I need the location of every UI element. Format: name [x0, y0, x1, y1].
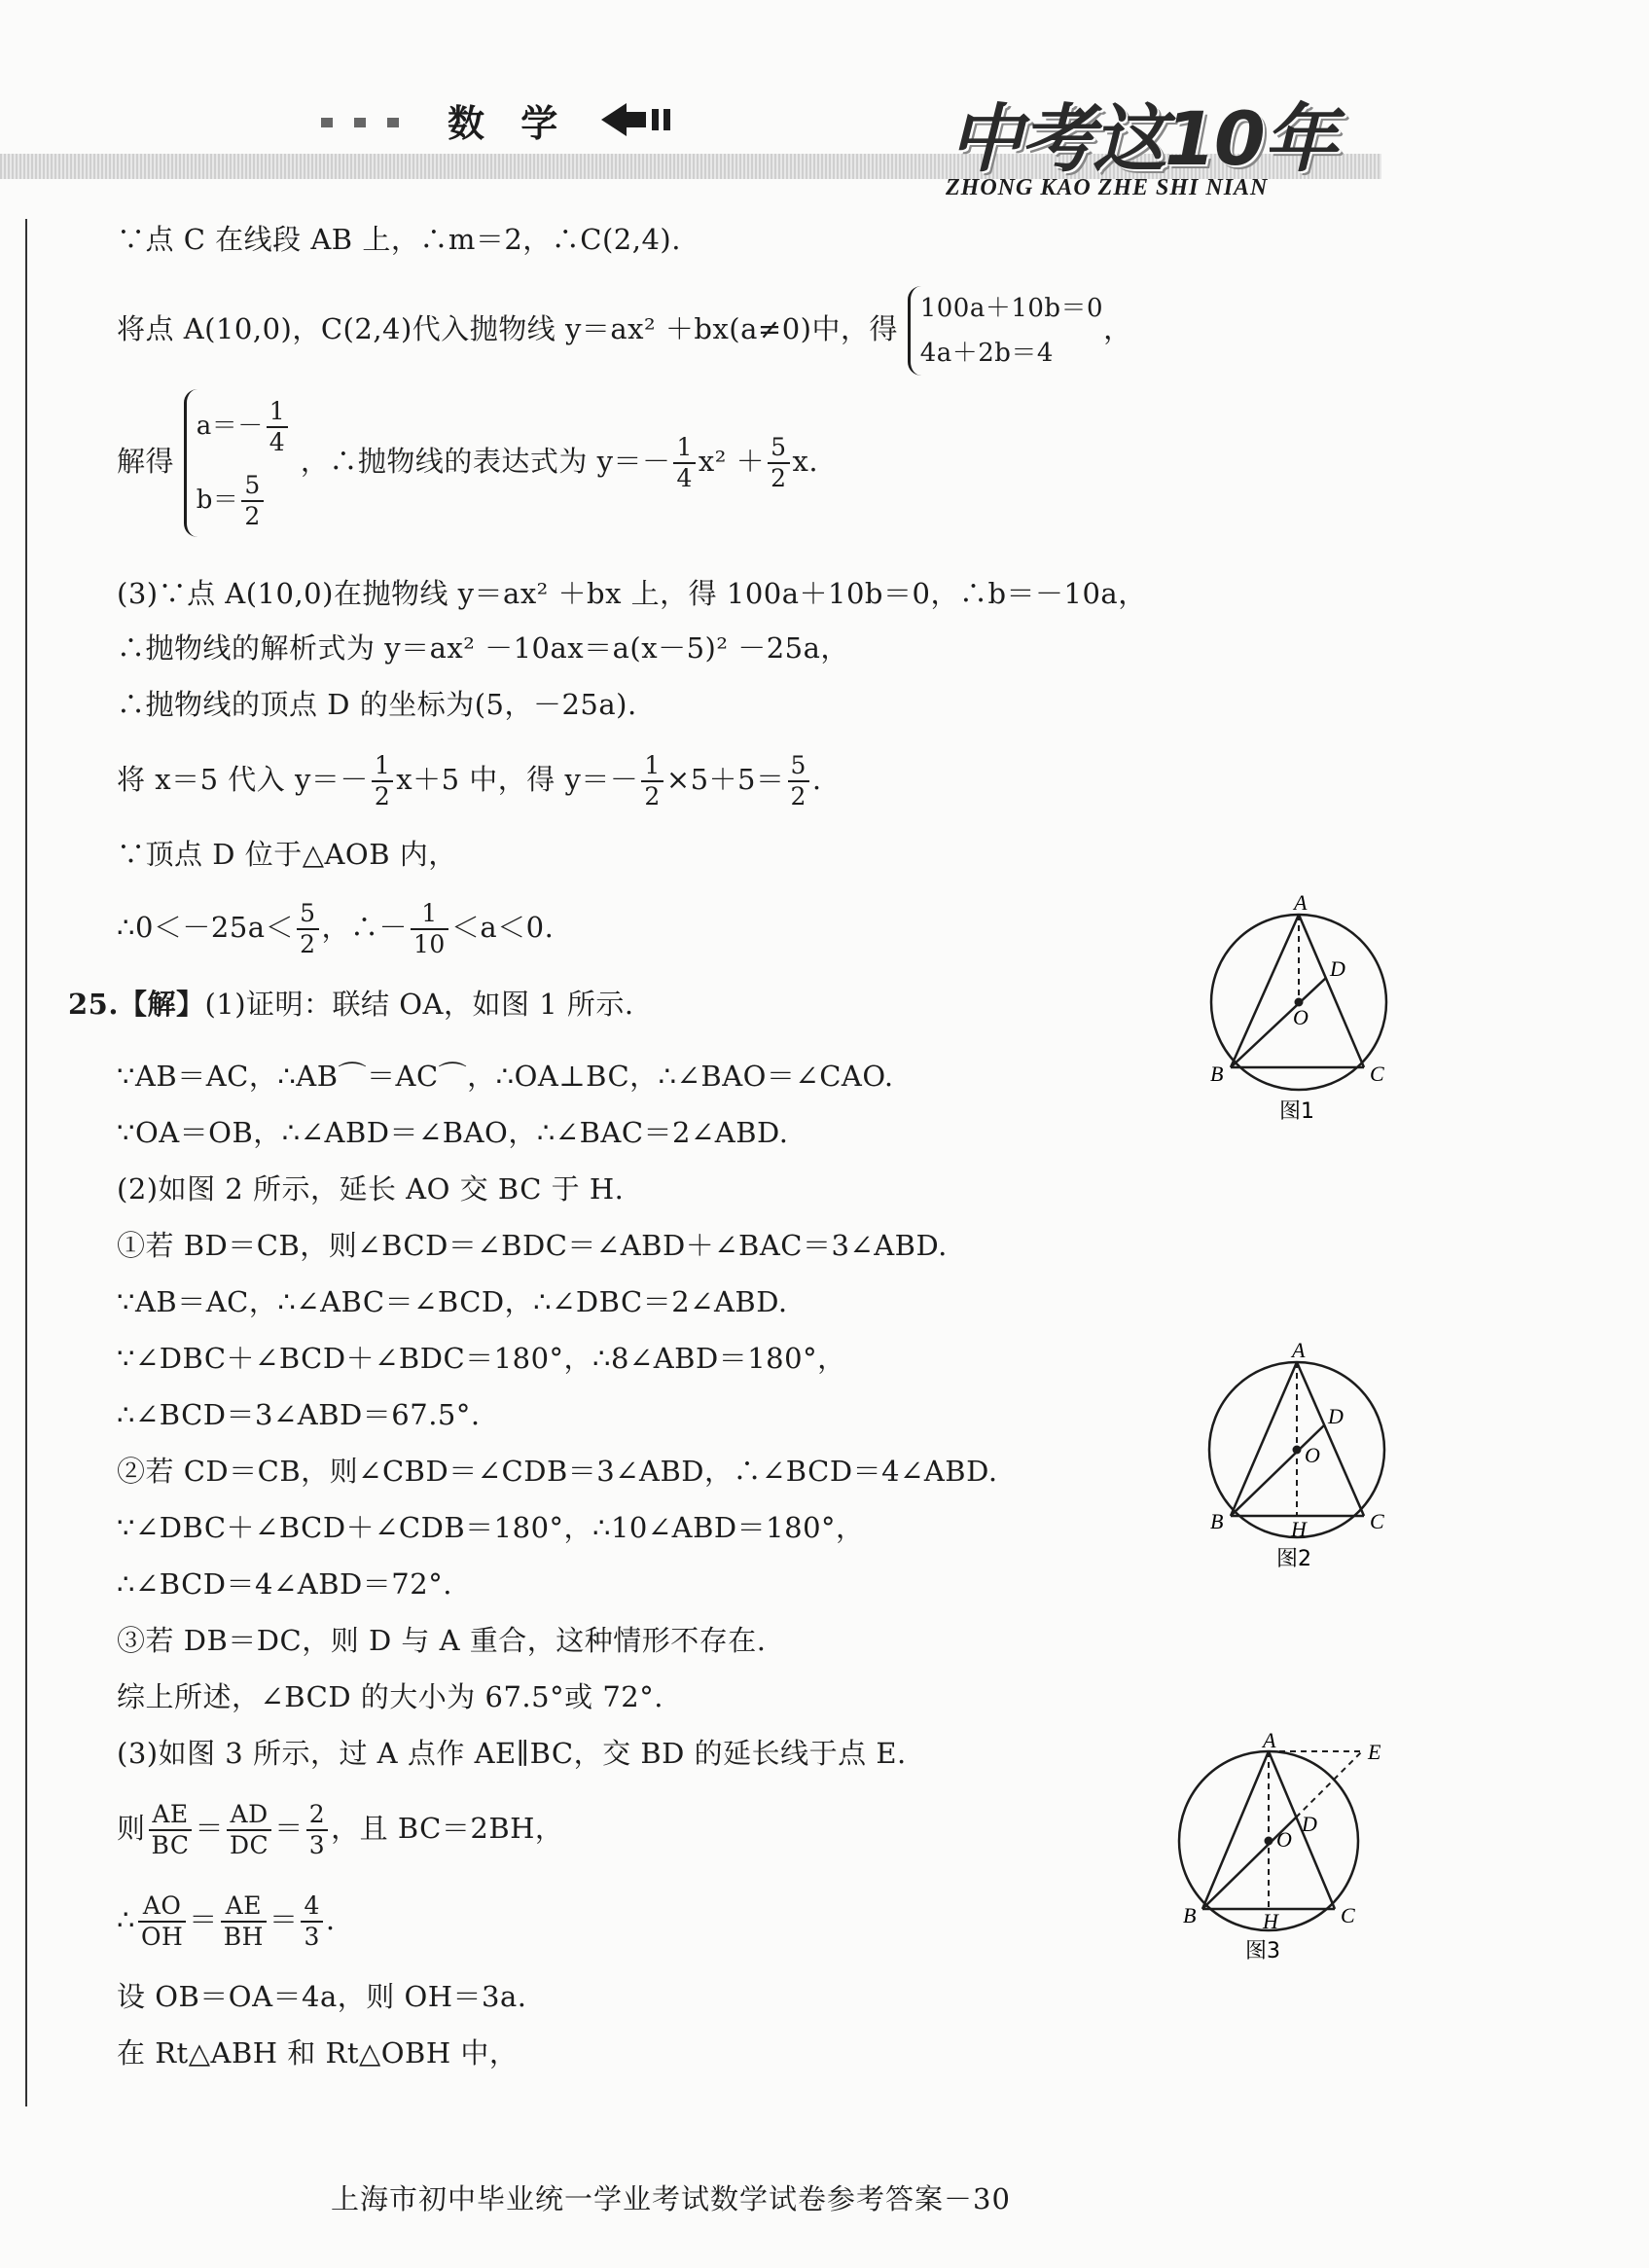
header-subject: 数 学	[448, 102, 570, 145]
line-3-end: x.	[792, 445, 819, 478]
sys2-a-text: a＝－	[196, 412, 264, 441]
line-7	[117, 749, 822, 811]
fig3-label-d: D	[1302, 1812, 1317, 1836]
figure-3	[1167, 1730, 1420, 1983]
equals-3: ＝	[189, 1903, 218, 1936]
fig2-label-o: O	[1305, 1443, 1320, 1467]
arrow-left-icon	[601, 101, 679, 138]
line-13: (2)如图 2 所示，延长 AO 交 BC 于 H.	[117, 1172, 625, 1206]
fig3-label-c: C	[1341, 1903, 1355, 1927]
line-18: ②若 CD＝CB，则∠CBD＝∠CDB＝3∠ABD，∴∠BCD＝4∠ABD.	[117, 1455, 998, 1488]
frac-l7-1	[372, 751, 393, 811]
line-15: ∵AB＝AC，∴∠ABC＝∠BCD，∴∠DBC＝2∠ABD.	[117, 1285, 788, 1318]
frac-l25-3-num: 4	[301, 1891, 322, 1923]
line-6: ∴抛物线的顶点 D 的坐标为(5，－25a).	[117, 688, 637, 721]
frac-l9-1	[297, 899, 318, 959]
frac-l9-2-num: 1	[411, 899, 448, 930]
line-24	[117, 1796, 563, 1860]
frac-b-num: 5	[241, 471, 263, 502]
line-26: 设 OB＝OA＝4a，则 OH＝3a.	[117, 1980, 527, 2013]
fig2-center	[1293, 1446, 1302, 1455]
system-2-eq1	[197, 389, 291, 463]
question-number: 25.	[68, 988, 119, 1021]
line-7-a: 将 x＝5 代入 y＝－	[117, 763, 369, 796]
fig2-ac	[1297, 1362, 1364, 1516]
line-22: 综上所述，∠BCD 的大小为 67.5°或 72°.	[117, 1680, 663, 1713]
frac-l7-2-num: 1	[641, 751, 663, 782]
frac-l25-3	[301, 1891, 322, 1952]
frac-l7-3-num: 5	[788, 751, 809, 782]
equation-system-1	[908, 286, 1103, 376]
fig1-bd	[1231, 978, 1326, 1067]
equals-4: ＝	[269, 1903, 299, 1936]
equation-system-2	[184, 389, 291, 537]
line-25	[117, 1888, 336, 1952]
system-2-eq2	[197, 463, 291, 537]
figure-2	[1197, 1338, 1411, 1581]
figure-1	[1197, 890, 1411, 1134]
line-24-a: 则	[117, 1812, 146, 1845]
frac-l24-3-num: 2	[306, 1800, 328, 1831]
margin-rule	[25, 219, 27, 2106]
line-14: ①若 BD＝CB，则∠BCD＝∠BDC＝∠ABD＋∠BAC＝3∠ABD.	[117, 1229, 948, 1262]
frac-l3-2-num: 5	[768, 433, 789, 464]
line-19: ∵∠DBC＋∠BCD＋∠CDB＝180°，∴10∠ABD＝180°，	[117, 1511, 865, 1544]
fig3-label-a: A	[1263, 1730, 1276, 1752]
frac-l7-3	[788, 751, 809, 811]
fig2-label-c: C	[1370, 1509, 1384, 1533]
brand-logo: 中考这10年	[949, 95, 1336, 182]
fig1-label-b: B	[1210, 1062, 1224, 1086]
fig3-label-e: E	[1368, 1740, 1381, 1764]
frac-l9-2-den: 10	[413, 930, 446, 958]
fig3-ab	[1202, 1751, 1269, 1909]
frac-l9-2	[411, 899, 448, 959]
line-17: ∴∠BCD＝3∠ABD＝67.5°.	[117, 1398, 481, 1431]
frac-l25-1	[138, 1891, 186, 1952]
answer-tag: 【解】	[118, 988, 205, 1021]
equals-1: ＝	[195, 1812, 224, 1845]
fig2-label-a: A	[1292, 1338, 1306, 1362]
line-21: ③若 DB＝DC，则 D 与 A 重合，这种情形不存在.	[117, 1624, 767, 1657]
frac-l25-2	[221, 1891, 267, 1952]
line-3-text2: x² ＋	[698, 445, 766, 478]
fig3-center	[1265, 1837, 1273, 1846]
line-12: ∵OA＝OB，∴∠ABD＝∠BAO，∴∠BAC＝2∠ABD.	[117, 1116, 789, 1149]
frac-l25-1-num: AO	[138, 1891, 186, 1923]
frac-l3-1-den: 4	[676, 464, 693, 492]
frac-l3-2-den: 2	[771, 464, 787, 492]
line-27: 在 Rt△ABH 和 Rt△OBH 中，	[117, 2036, 519, 2070]
fig3-label-h: H	[1263, 1909, 1278, 1933]
line-20: ∴∠BCD＝4∠ABD＝72°.	[117, 1567, 452, 1601]
frac-l24-1-num: AE	[149, 1800, 193, 1831]
fig1-label-a: A	[1294, 890, 1308, 915]
page-footer: 上海市初中毕业统一学业考试数学试卷参考答案－30	[331, 2182, 1011, 2215]
line-3	[117, 389, 818, 537]
line-11: ∵AB＝AC，∴AB⌒＝AC⌒，∴OA⊥BC，∴∠BAO＝∠CAO.	[117, 1060, 894, 1093]
frac-l25-1-den: OH	[140, 1923, 184, 1951]
line-25-b: .	[325, 1903, 336, 1936]
line-9-c: ＜a＜0.	[450, 911, 555, 944]
fig2-label-d: D	[1328, 1404, 1344, 1428]
line-8: ∵顶点 D 位于△AOB 内，	[117, 838, 457, 871]
frac-l3-2	[768, 433, 789, 493]
frac-l3-1	[673, 433, 695, 493]
line-23: (3)如图 3 所示，过 A 点作 AE∥BC，交 BD 的延长线于点 E.	[117, 1737, 907, 1770]
frac-l25-3-den: 3	[304, 1923, 320, 1951]
line-9-a: ∴0＜－25a＜	[117, 911, 295, 944]
sys2-b-text: b＝	[196, 486, 239, 515]
frac-a-den: 4	[269, 428, 286, 456]
frac-a	[267, 397, 288, 457]
line-3-text: ，∴抛物线的表达式为 y＝－	[300, 445, 671, 478]
fig2-bd	[1231, 1425, 1324, 1516]
frac-a-num: 1	[267, 397, 288, 428]
frac-l9-1-den: 2	[300, 930, 316, 958]
frac-l24-1-den: BC	[151, 1831, 190, 1859]
frac-l24-2-num: AD	[227, 1800, 271, 1831]
frac-l7-3-den: 2	[790, 782, 807, 810]
line-24-b: ，且 BC＝2BH，	[331, 1812, 564, 1845]
line-7-b: x＋5 中，得 y＝－	[396, 763, 639, 796]
line-1: ∵点 C 在线段 AB 上，∴m＝2，∴C(2,4).	[117, 223, 681, 256]
fig1-label-c: C	[1370, 1062, 1384, 1086]
frac-l24-2	[227, 1800, 271, 1860]
system-1-eq1: 100a＋10b＝0	[919, 294, 1104, 323]
fig1-label-d: D	[1330, 956, 1345, 981]
fig1-label-o: O	[1293, 1005, 1308, 1029]
frac-l24-1	[149, 1800, 193, 1860]
frac-l3-1-num: 1	[673, 433, 695, 464]
line-7-c: ×5＋5＝	[665, 763, 785, 796]
line-5: ∴抛物线的解析式为 y＝ax² －10ax＝a(x－5)² －25a，	[117, 631, 849, 665]
fig2-caption: 图2	[1276, 1547, 1311, 1571]
question-25-text: (1)证明：联结 OA，如图 1 所示.	[204, 988, 634, 1021]
line-3-label: 解得	[117, 445, 175, 478]
brand-pinyin: ZHONG KAO ZHE SHI NIAN	[946, 175, 1269, 200]
fig2-label-b: B	[1210, 1509, 1224, 1533]
frac-l7-1-num: 1	[372, 751, 393, 782]
line-16: ∵∠DBC＋∠BCD＋∠BDC＝180°，∴8∠ABD＝180°，	[117, 1342, 846, 1375]
frac-l7-1-den: 2	[374, 782, 391, 810]
frac-l7-2-den: 2	[644, 782, 661, 810]
frac-l25-2-den: BH	[223, 1923, 264, 1951]
system-1-eq2: 4a＋2b＝4	[919, 339, 1054, 368]
fig1-caption: 图1	[1279, 1099, 1314, 1124]
fig3-caption: 图3	[1245, 1939, 1280, 1963]
fig2-ab	[1231, 1362, 1297, 1516]
line-9-b: ，∴－	[321, 911, 409, 944]
line-2-comma: ，	[1103, 312, 1132, 345]
line-2	[117, 286, 1132, 376]
frac-l24-3-den: 3	[308, 1831, 326, 1859]
frac-l7-2	[641, 751, 663, 811]
frac-l25-2-num: AE	[221, 1891, 267, 1923]
frac-b	[241, 471, 263, 531]
fig3-label-b: B	[1183, 1903, 1197, 1927]
question-25	[68, 985, 634, 1024]
line-4: (3)∵点 A(10,0)在抛物线 y＝ax² ＋bx 上，得 100a＋10b＝0，∴b＝－10a，	[117, 577, 1147, 610]
line-2-text: 将点 A(10,0)，C(2,4)代入抛物线 y＝ax² ＋bx(a≠0)中，得	[117, 312, 898, 345]
frac-l24-2-den: DC	[230, 1831, 269, 1859]
line-25-a: ∴	[117, 1903, 135, 1936]
frac-b-den: 2	[244, 502, 261, 530]
fig1-ac	[1299, 915, 1364, 1067]
header-dots	[321, 113, 399, 131]
frac-l9-1-num: 5	[297, 899, 318, 930]
fig3-label-o: O	[1276, 1827, 1292, 1852]
equals-2: ＝	[274, 1812, 304, 1845]
fig2-label-h: H	[1291, 1517, 1307, 1541]
line-7-e: .	[811, 763, 822, 796]
frac-l24-3	[306, 1800, 328, 1860]
line-9	[117, 897, 554, 959]
